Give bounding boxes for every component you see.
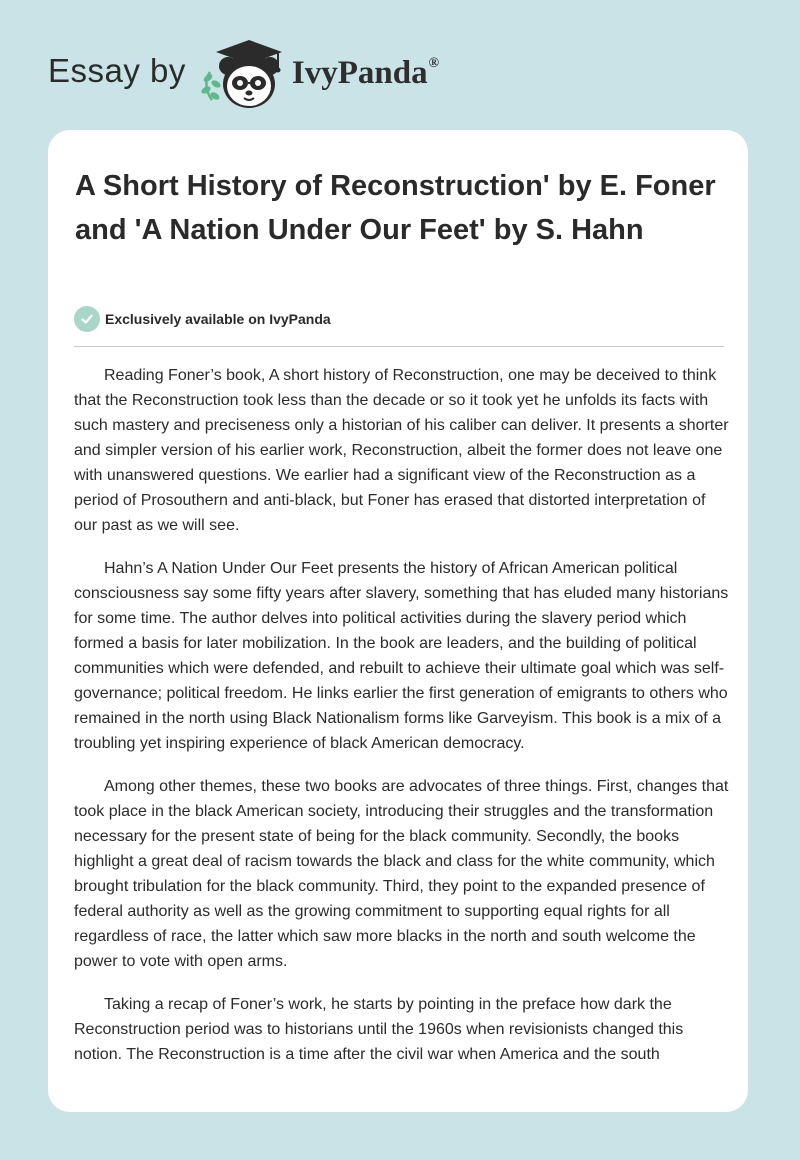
exclusive-label: Exclusively available on IvyPanda bbox=[105, 311, 331, 327]
logo-prefix-text: Essay by bbox=[48, 52, 186, 89]
paragraph: Among other themes, these two books are advocates of three things. First, changes that took place in the black American society, introducing their struggles and the transformation necessary for the present state of being for the black community. Secondly, the books highlight a great deal of racism towards the black and class for the white community, which brought tribulation for the black community. Third, they point to the expanded presence of federal authority as well as the growing commitment to supporting equal rights for all regardless of race, the latter which saw more blacks in the north and south welcome the power to vote with open arms. bbox=[74, 778, 729, 970]
essay-card bbox=[48, 130, 748, 1112]
essay-body bbox=[74, 363, 729, 1085]
divider bbox=[74, 346, 724, 347]
exclusive-badge bbox=[74, 306, 331, 332]
paragraph: Reading Foner’s book, A short history of Reconstruction, one may be deceived to think that the Reconstruction took less than the decade or so it took yet he unfolds its facts with such mastery and preciseness only a historian of his caliber can deliver. It presents a shorter and simpler version of his earlier work, Reconstruction, albeit the former does not leave one with unanswered questions. We earlier had a significant view of the Reconstruction as a period of Prosouthern and anti-black, but Foner has erased that distorted interpretation of our past as we will see. bbox=[74, 367, 729, 534]
panda-mascot-icon bbox=[200, 34, 288, 114]
paragraph: Taking a recap of Foner’s work, he starts by pointing in the preface how dark the Reconstruction period was to historians until the 1960s when revisionists changed this notion. The Reconstruction is a time after the civil war when America and the south bbox=[74, 996, 684, 1063]
logo-brand-name: IvyPanda® bbox=[291, 54, 440, 91]
paragraph: Hahn’s A Nation Under Our Feet presents the history of African American political consciousness say some fifty years after slavery, something that has eluded many historians for some time. The author delves into political activities during the slavery period which formed a basis for later mobilization. In the book are leaders, and the building of political communities which were defended, and rebuilt to achieve their ultimate goal which was self-governance; political freedom. He links earlier the first generation of emigrants to others who remained in the north using Black Nationalism forms like Garveyism. This book is a mix of a troubling yet inspiring experience of black American democracy. bbox=[74, 560, 729, 752]
site-logo[interactable] bbox=[48, 34, 439, 114]
page-title: A Short History of Reconstruction' by E. Foner and 'A Nation Under Our Feet' by S. Hahn bbox=[75, 170, 716, 246]
registered-mark: ® bbox=[428, 55, 440, 71]
checkmark-icon bbox=[74, 306, 100, 332]
